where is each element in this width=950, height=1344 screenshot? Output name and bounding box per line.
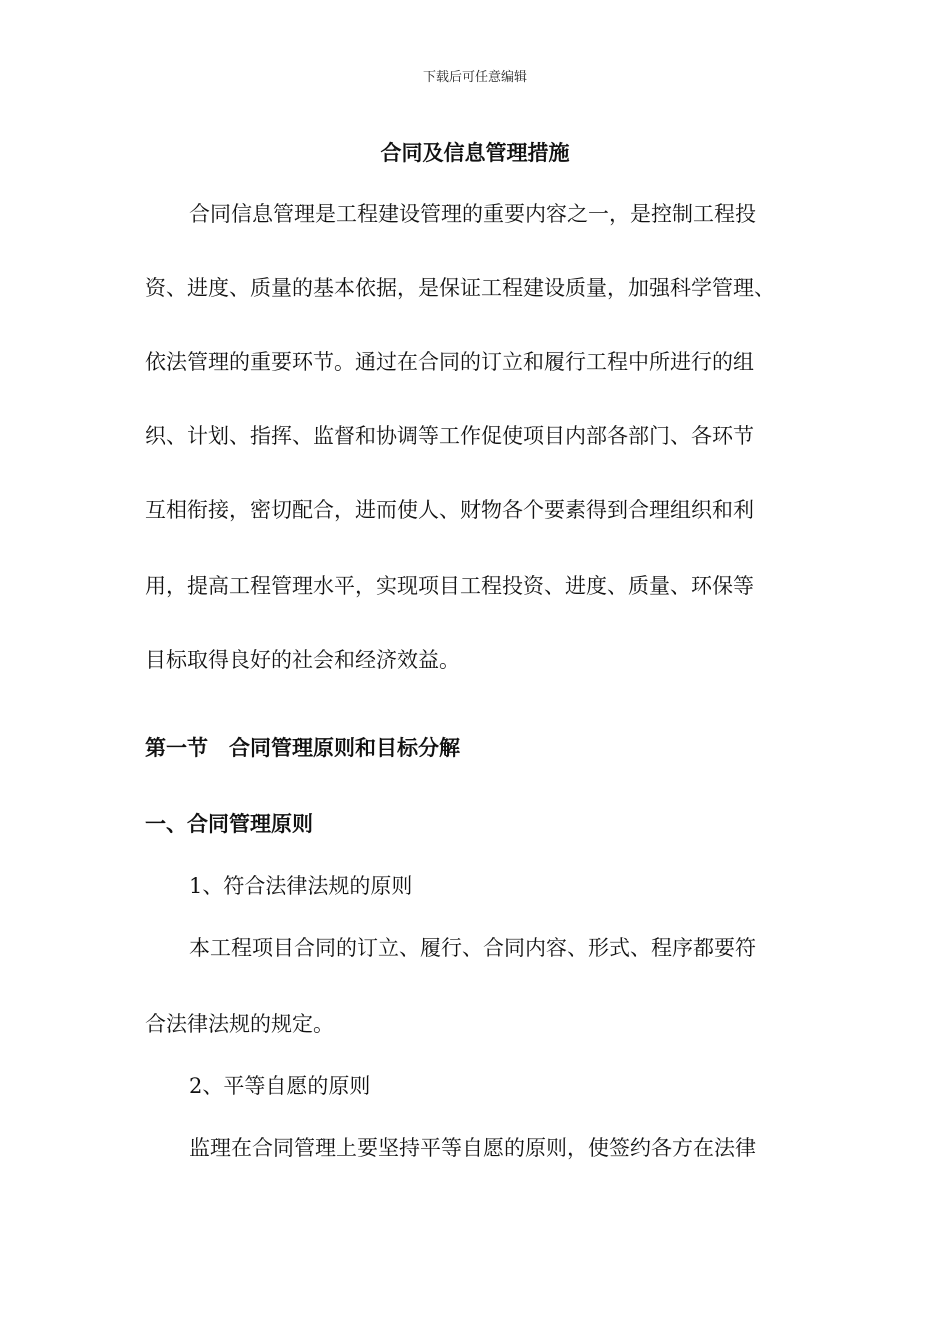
paragraph-line: 织、计划、指挥、监督和协调等工作促使项目内部各部门、各环节 xyxy=(145,424,754,448)
paragraph-line: 用，提高工程管理水平，实现项目工程投资、进度、质量、环保等 xyxy=(145,574,754,598)
principle-2-title: 2、平等自愿的原则 xyxy=(189,1074,371,1098)
paragraph-line: 合法律法规的规定。 xyxy=(145,1012,334,1036)
principle-1-title: 1、符合法律法规的原则 xyxy=(189,874,413,898)
paragraph-line: 资、进度、质量的基本依据，是保证工程建设质量，加强科学管理、 xyxy=(145,276,775,300)
paragraph-line: 目标取得良好的社会和经济效益。 xyxy=(145,648,460,672)
page-header-note: 下载后可任意编辑 xyxy=(422,70,527,85)
document-title: 合同及信息管理措施 xyxy=(380,141,570,165)
paragraph-line: 合同信息管理是工程建设管理的重要内容之一，是控制工程投 xyxy=(189,202,756,226)
paragraph-line: 本工程项目合同的订立、履行、合同内容、形式、程序都要符 xyxy=(189,936,756,960)
paragraph-line: 依法管理的重要环节。通过在合同的订立和履行工程中所进行的组 xyxy=(145,350,754,374)
paragraph-line: 监理在合同管理上要坚持平等自愿的原则，使签约各方在法律 xyxy=(189,1136,756,1160)
section-heading: 第一节 合同管理原则和目标分解 xyxy=(145,736,460,760)
paragraph-line: 互相衔接，密切配合，进而使人、财物各个要素得到合理组织和利 xyxy=(145,498,754,522)
subsection-heading: 一、合同管理原则 xyxy=(145,812,313,836)
